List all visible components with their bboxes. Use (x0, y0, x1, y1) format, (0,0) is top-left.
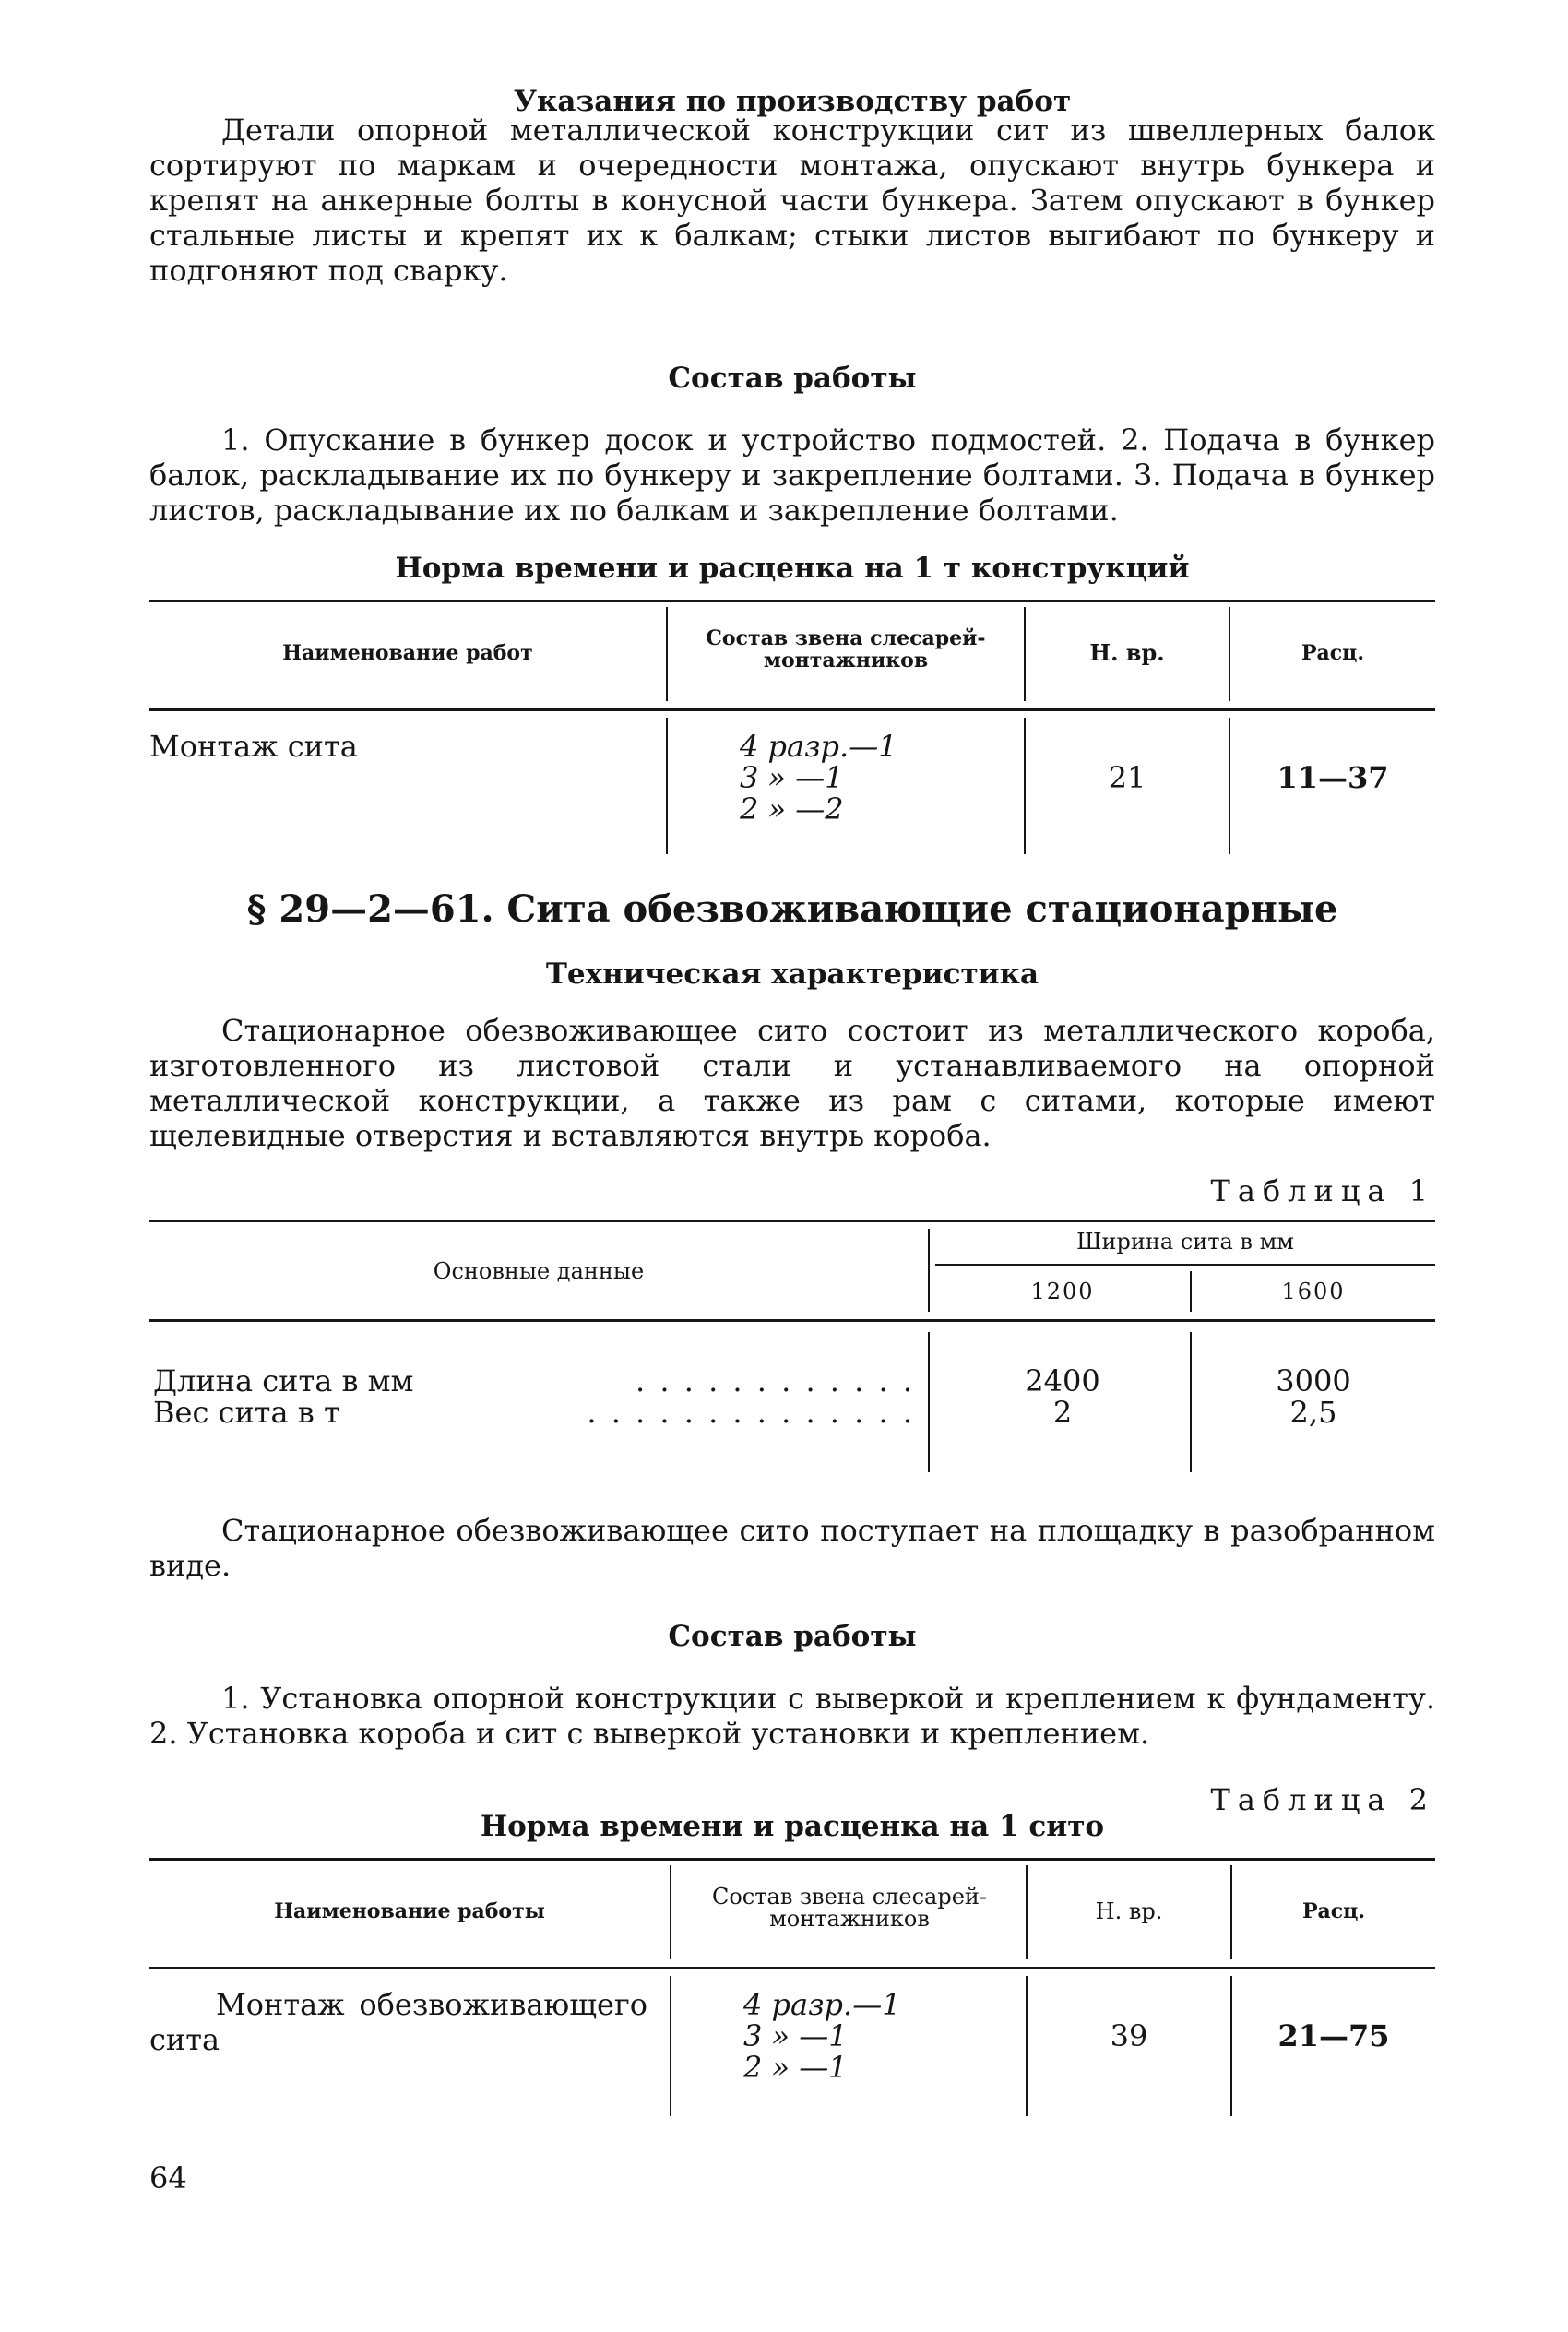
table2-row-name: Монтаж обезвоживающего сита (149, 1987, 647, 2057)
table2-header-norm: Н. вр. (1095, 1898, 1163, 1924)
table1-row-weight-dots: . . . . . . . . . . . . . . (587, 1395, 915, 1430)
table1-rate-value: 11—37 (1277, 760, 1389, 795)
delivery-paragraph: Стационарное обезвоживающее сито поступает на площадку в разобранном виде. (149, 1513, 1435, 1583)
work-composition-heading-2: Состав работы (668, 1620, 917, 1653)
table1-crew-line: 2 » —2 (740, 791, 844, 827)
table2-header-rate: Расц. (1301, 1899, 1366, 1923)
page-number: 64 (149, 2160, 187, 2195)
table1-row-length-1200: 2400 (1025, 1363, 1100, 1398)
table1-header-rate: Расц. (1301, 641, 1365, 665)
table1-crew-line: 4 разр.—1 (740, 729, 897, 764)
norm-title-2: Норма времени и расценка на 1 сито (480, 1810, 1105, 1843)
table1-header-norm: Н. вр. (1089, 639, 1165, 666)
table1-width-1200: 1200 (1030, 1279, 1095, 1304)
table2-header-work-name: Наименование работы (274, 1899, 545, 1923)
work-instructions-heading: Указания по производству работ (513, 85, 1072, 118)
table1-row-name: Монтаж сита (149, 729, 358, 764)
table1-row-length-1600: 3000 (1276, 1363, 1351, 1398)
characteristics-table (149, 1220, 1435, 1487)
section-title: § 29—2—61. Сита обезвоживающие стационарные (246, 887, 1338, 931)
table1-header-main: Основные данные (433, 1258, 645, 1284)
norm-table-1 (149, 600, 1435, 867)
table1-header-width: Ширина сита в мм (1076, 1229, 1294, 1255)
work-instructions-paragraph: Детали опорной металлической конструкции сит из швеллерных балок сортируют по маркам и очередности монтажа, опускают внутрь бункера и крепят на анкерные болты в конусной части бункера. Затем опускают в бункер стальные листы и крепят их к балкам; стыки листов выгибают по бункеру и подгоняют под сварку. (149, 113, 1435, 288)
table1-row-length-label: Длина сита в мм (153, 1363, 414, 1398)
table1-norm-value: 21 (1108, 760, 1146, 795)
table2-header-crew: Состав звена слесарей-монтажников (711, 1884, 988, 1932)
table1-row-length-dots: . . . . . . . . . . . . (636, 1363, 915, 1398)
work-composition-paragraph-2: 1. Установка опорной конструкции с выверкой и креплением к фундаменту. 2. Установка короба и сит с выверкой установки и креплением. (149, 1681, 1435, 1751)
technical-characteristics-heading: Техническая характеристика (545, 958, 1039, 991)
technical-characteristics-paragraph: Стационарное обезвоживающее сито состоит из металлического короба, изготовленного из листовой стали и устанавливаемого на опорной металлической конструкции, а также из рам с ситами, которые имеют щелевидные отверстия и вставляются внутрь короба. (149, 1013, 1435, 1153)
table1-header-work-name: Наименование работ (282, 641, 533, 665)
work-composition-paragraph-1: 1. Опускание в бункер досок и устройство подмостей. 2. Подача в бункер балок, раскладывание их по бункеру и закрепление болтами. 3. Подача в бункер листов, раскладывание их по балкам и закрепление болтами. (149, 422, 1435, 528)
table1-row-weight-1600: 2,5 (1289, 1395, 1337, 1430)
table1-header-crew: Состав звена слесарей-монтажников (706, 626, 986, 672)
table1-row-weight-1200: 2 (1052, 1395, 1073, 1430)
table2-crew-line: 2 » —1 (743, 2050, 848, 2085)
table2-crew-line: 3 » —1 (743, 2018, 848, 2053)
table2-crew-line: 4 разр.—1 (743, 1987, 901, 2022)
table-1-label: Таблица 1 (1210, 1173, 1435, 1208)
norm-table-2 (149, 1858, 1435, 2135)
table-2-label: Таблица 2 (1210, 1782, 1435, 1817)
table1-crew-line: 3 » —1 (740, 760, 844, 795)
work-composition-heading-1: Состав работы (668, 362, 917, 395)
table1-width-1600: 1600 (1281, 1279, 1346, 1304)
norm-title-1: Норма времени и расценка на 1 т конструкций (395, 552, 1190, 585)
table2-norm-value: 39 (1110, 2018, 1148, 2053)
table2-rate-value: 21—75 (1277, 2018, 1390, 2053)
table1-row-weight-label: Вес сита в т (153, 1395, 340, 1430)
